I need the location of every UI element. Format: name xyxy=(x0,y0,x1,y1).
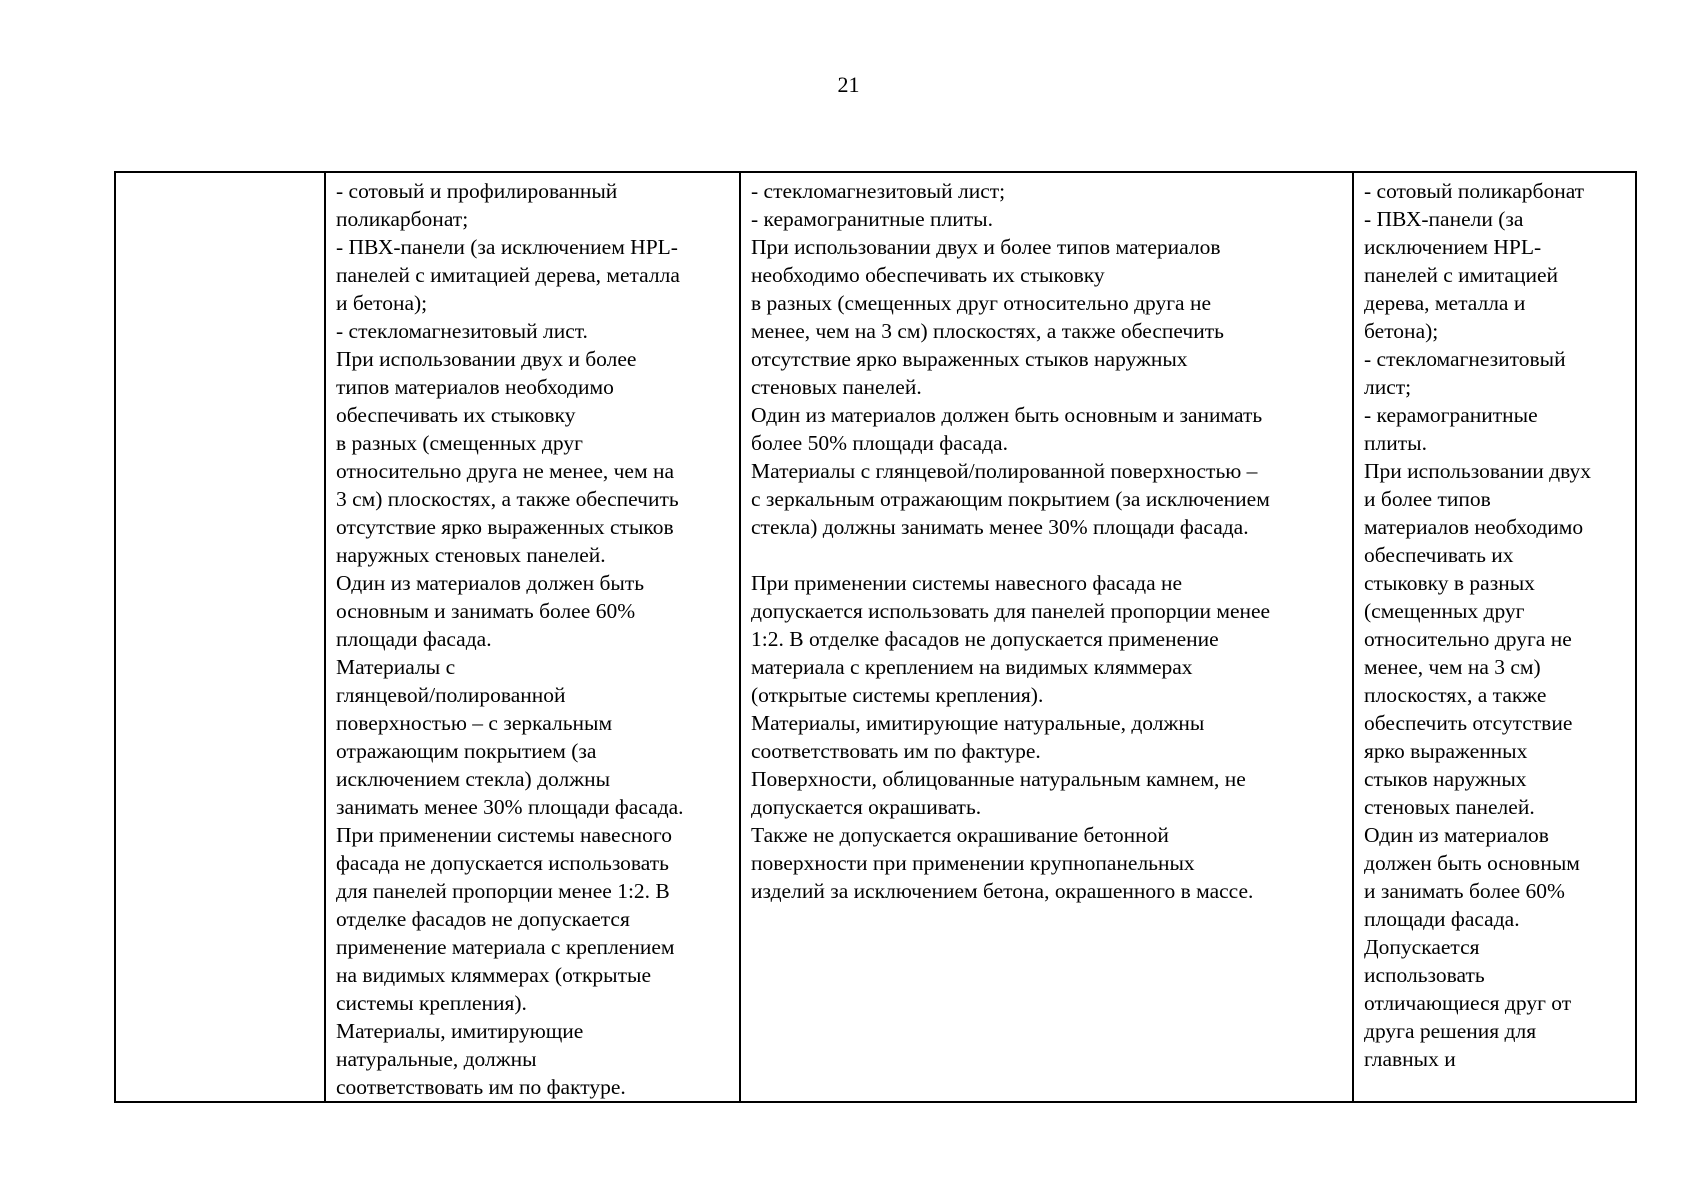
cell-text-line: дерева, металла и xyxy=(1364,291,1526,315)
cell-text-line: поликарбонат; xyxy=(336,207,469,231)
cell-text-line: с зеркальным отражающим покрытием (за исключением xyxy=(751,487,1270,511)
cell-text-line: Один из материалов должен быть xyxy=(336,571,645,595)
cell-text-line: фасада не допускается использовать xyxy=(336,851,669,875)
cell-text-line: Также не допускается окрашивание бетонной xyxy=(751,823,1169,847)
table-cell-col3 xyxy=(740,172,1353,1102)
cell-text-line: материалов необходимо xyxy=(1364,515,1584,539)
cell-text-line: панелей с имитацией xyxy=(1364,263,1559,287)
cell-text-line xyxy=(751,541,1344,569)
cell-text-line: занимать менее 30% площади фасада. xyxy=(336,795,684,819)
table-row xyxy=(115,172,1636,1102)
cell-text-line: площади фасада. xyxy=(336,627,492,651)
cell-text-line: обеспечить отсутствие xyxy=(1364,711,1573,735)
cell-text-line: стекла) должны занимать менее 30% площади фасада. xyxy=(751,515,1249,539)
cell-text-line: - стекломагнезитовый лист; xyxy=(751,179,1006,203)
cell-text-line: соответствовать им по фактуре. xyxy=(751,739,1041,763)
cell-text-line: - сотовый и профилированный xyxy=(336,179,618,203)
cell-text-line: Поверхности, облицованные натуральным камнем, не xyxy=(751,767,1246,791)
cell-text-line: При использовании двух и более типов материалов xyxy=(751,235,1221,259)
cell-text-line: Один из материалов должен быть основным и занимать xyxy=(751,403,1263,427)
cell-text-line: должен быть основным xyxy=(1364,851,1580,875)
cell-text-line: стыковку в разных xyxy=(1364,571,1535,595)
cell-text-line: применение материала с креплением xyxy=(336,935,675,959)
cell-text-line: и более типов xyxy=(1364,487,1491,511)
cell-text-line: друга решения для xyxy=(1364,1019,1537,1043)
cell-text-line: изделий за исключением бетона, окрашенного в массе. xyxy=(751,879,1254,903)
cell-text-line: исключением HPL- xyxy=(1364,235,1542,259)
cell-text-line: соответствовать им по фактуре. xyxy=(336,1075,626,1099)
cell-text-line: поверхности при применении крупнопанельных xyxy=(751,851,1195,875)
cell-text-line: использовать xyxy=(1364,963,1485,987)
cell-text-line: панелей с имитацией дерева, металла xyxy=(336,263,680,287)
cell-text-line: 1:2. В отделке фасадов не допускается применение xyxy=(751,627,1219,651)
cell-text-line: Один из материалов xyxy=(1364,823,1549,847)
cell-text-line: допускается окрашивать. xyxy=(751,795,982,819)
cell-text-line: ярко выраженных xyxy=(1364,739,1528,763)
cell-text-line: в разных (смещенных друг xyxy=(336,431,583,455)
cell-text-line: и бетона); xyxy=(336,291,428,315)
cell-text-line: Материалы с глянцевой/полированной поверхностью – xyxy=(751,459,1258,483)
cell-text-line: Материалы с xyxy=(336,655,456,679)
cell-text-line: стеновых панелей. xyxy=(751,375,922,399)
cell-text-line: При применении системы навесного фасада не xyxy=(751,571,1183,595)
cell-text-line: бетона); xyxy=(1364,319,1439,343)
cell-text-line: - керамогранитные xyxy=(1364,403,1538,427)
cell-text-line: - стекломагнезитовый xyxy=(1364,347,1566,371)
cell-text-line: - стекломагнезитовый лист. xyxy=(336,319,588,343)
table-cell-col1 xyxy=(115,172,325,1102)
cell-text-line: - ПВХ-панели (за xyxy=(1364,207,1524,231)
cell-text-line: менее, чем на 3 см) плоскостях, а также обеспечить xyxy=(751,319,1224,343)
cell-text-line: отражающим покрытием (за xyxy=(336,739,597,763)
cell-text-line: исключением стекла) должны xyxy=(336,767,611,791)
requirements-table xyxy=(114,171,1637,1103)
cell-text-line: обеспечивать их xyxy=(1364,543,1514,567)
cell-text-line: отсутствие ярко выраженных стыков наружных xyxy=(751,347,1188,371)
cell-text-line: необходимо обеспечивать их стыковку xyxy=(751,263,1105,287)
cell-text-line: глянцевой/полированной xyxy=(336,683,566,707)
cell-text-line: поверхностью – с зеркальным xyxy=(336,711,613,735)
cell-text-line: При использовании двух и более xyxy=(336,347,637,371)
cell-text-line: лист; xyxy=(1364,375,1412,399)
cell-text-line: стеновых панелей. xyxy=(1364,795,1535,819)
cell-text-line: (открытые системы крепления). xyxy=(751,683,1044,707)
cell-text-line: натуральные, должны xyxy=(336,1047,537,1071)
cell-text-line: площади фасада. xyxy=(1364,907,1520,931)
cell-text-line: типов материалов необходимо xyxy=(336,375,614,399)
cell-text-line: для панелей пропорции менее 1:2. В xyxy=(336,879,670,903)
cell-text-line: более 50% площади фасада. xyxy=(751,431,1008,455)
cell-text-line: относительно друга не менее, чем на xyxy=(336,459,674,483)
cell-text-line: - керамогранитные плиты. xyxy=(751,207,993,231)
cell-text-line: в разных (смещенных друг относительно друга не xyxy=(751,291,1212,315)
cell-text-line: основным и занимать более 60% xyxy=(336,599,636,623)
table-cell-col4 xyxy=(1353,172,1636,1102)
cell-text-line: Материалы, имитирующие xyxy=(336,1019,584,1043)
cell-text-line: плоскостях, а также xyxy=(1364,683,1547,707)
cell-text-line: допускается использовать для панелей пропорции менее xyxy=(751,599,1271,623)
cell-text-line: Допускается xyxy=(1364,935,1480,959)
cell-text-line: При применении системы навесного xyxy=(336,823,672,847)
cell-text-line: При использовании двух xyxy=(1364,459,1591,483)
cell-text-line: относительно друга не xyxy=(1364,627,1572,651)
table-cell-col2 xyxy=(325,172,740,1102)
cell-text-line: отделке фасадов не допускается xyxy=(336,907,630,931)
cell-text-line: обеспечивать их стыковку xyxy=(336,403,576,427)
cell-text-line: менее, чем на 3 см) xyxy=(1364,655,1541,679)
cell-text-line: отсутствие ярко выраженных стыков xyxy=(336,515,674,539)
cell-text-line: стыков наружных xyxy=(1364,767,1527,791)
cell-text-line: и занимать более 60% xyxy=(1364,879,1565,903)
cell-text-line: - сотовый поликарбонат xyxy=(1364,179,1585,203)
cell-text-line: отличающиеся друг от xyxy=(1364,991,1572,1015)
cell-text-line: (смещенных друг xyxy=(1364,599,1525,623)
page-number: 21 xyxy=(837,72,860,97)
cell-text-line: системы крепления). xyxy=(336,991,527,1015)
cell-text-line: - ПВХ-панели (за исключением HPL- xyxy=(336,235,678,259)
cell-text-line: Материалы, имитирующие натуральные, должны xyxy=(751,711,1205,735)
cell-text-line: наружных стеновых панелей. xyxy=(336,543,606,567)
cell-text-line: на видимых кляммерах (открытые xyxy=(336,963,651,987)
cell-text-line: материала с креплением на видимых кляммерах xyxy=(751,655,1193,679)
cell-text-line: 3 см) плоскостях, а также обеспечить xyxy=(336,487,679,511)
cell-text-line: главных и xyxy=(1364,1047,1456,1071)
cell-text-line: плиты. xyxy=(1364,431,1427,455)
